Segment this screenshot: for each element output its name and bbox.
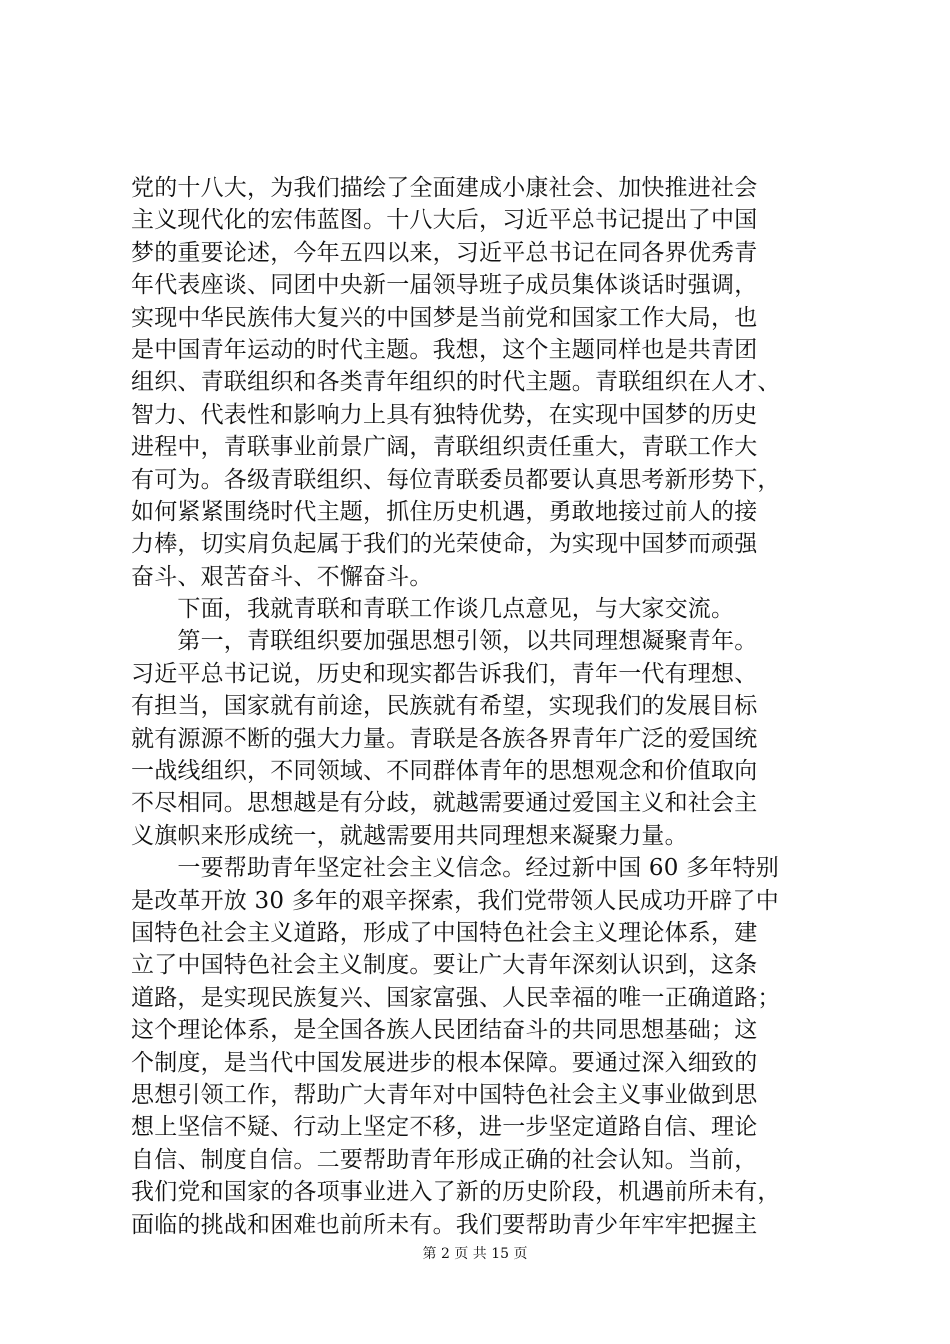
text-line: 是改革开放 30 多年的艰辛探索，我们党带领人民成功开辟了中 — [131, 887, 779, 914]
text-line: 党的十八大，为我们描绘了全面建成小康社会、加快推进社会 — [131, 175, 758, 201]
text-line: 下面，我就青联和青联工作谈几点意见，与大家交流。 — [131, 596, 735, 623]
text-line: 面临的挑战和困难也前所未有。我们要帮助青少年牢牢把握主 — [131, 1211, 758, 1238]
text-line: 道路，是实现民族复兴、国家富强、人民幸福的唯一正确道路； — [131, 984, 781, 1011]
text-line: 一战线组织，不同领域、不同群体青年的思想观念和价值取向 — [131, 758, 758, 785]
page-footer: 第 2 页 共 15 页 — [422, 1246, 528, 1262]
text-line: 梦的重要论述，今年五四以来，习近平总书记在同各界优秀青 — [131, 239, 758, 266]
text-line: 习近平总书记说，历史和现实都告诉我们，青年一代有理想、 — [131, 660, 758, 687]
text-line: 个制度，是当代中国发展进步的根本保障。要通过深入细致的 — [131, 1049, 758, 1076]
text-line: 想上坚信不疑、行动上坚定不移，进一步坚定道路自信、理论 — [131, 1114, 758, 1141]
text-line: 义旗帜来形成统一，就越需要用共同理想来凝聚力量。 — [131, 822, 688, 849]
document-body — [131, 172, 831, 1241]
text-line: 有担当，国家就有前途，民族就有希望，实现我们的发展目标 — [131, 693, 758, 720]
text-line: 不尽相同。思想越是有分歧，就越需要通过爱国主义和社会主 — [131, 790, 758, 817]
text-line: 进程中，青联事业前景广阔，青联组织责任重大，青联工作大 — [131, 434, 758, 461]
text-line: 奋斗、艰苦奋斗、不懈奋斗。 — [131, 563, 433, 590]
text-line: 一要帮助青年坚定社会主义信念。经过新中国 60 多年特别 — [131, 855, 779, 882]
text-line: 立了中国特色社会主义制度。要让广大青年深刻认识到，这条 — [131, 952, 758, 979]
text-line: 有可为。各级青联组织、每位青联委员都要认真思考新形势下， — [131, 466, 781, 493]
text-line: 思想引领工作，帮助广大青年对中国特色社会主义事业做到思 — [131, 1081, 758, 1108]
text-line: 智力、代表性和影响力上具有独特优势，在实现中国梦的历史 — [131, 401, 758, 428]
text-line: 自信、制度自信。二要帮助青年形成正确的社会认知。当前， — [131, 1146, 758, 1173]
text-line: 是中国青年运动的时代主题。我想，这个主题同样也是共青团 — [131, 336, 758, 363]
text-line: 主义现代化的宏伟蓝图。十八大后，习近平总书记提出了中国 — [131, 207, 758, 234]
text-line: 第一，青联组织要加强思想引领，以共同理想凝聚青年。 — [131, 628, 758, 655]
text-line: 就有源源不断的强大力量。青联是各族各界青年广泛的爱国统 — [131, 725, 758, 752]
text-line: 实现中华民族伟大复兴的中国梦是当前党和国家工作大局，也 — [131, 304, 758, 331]
text-line: 如何紧紧围绕时代主题，抓住历史机遇，勇敢地接过前人的接 — [131, 498, 758, 525]
text-line: 力棒，切实肩负起属于我们的光荣使命，为实现中国梦而顽强 — [131, 531, 758, 558]
text-line: 国特色社会主义道路，形成了中国特色社会主义理论体系，建 — [131, 919, 758, 946]
text-line: 组织、青联组织和各类青年组织的时代主题。青联组织在人才、 — [131, 369, 781, 396]
text-line: 我们党和国家的各项事业进入了新的历史阶段，机遇前所未有， — [131, 1179, 781, 1206]
text-line: 年代表座谈、同团中央新一届领导班子成员集体谈话时强调， — [131, 272, 758, 299]
text-line: 这个理论体系，是全国各族人民团结奋斗的共同思想基础；这 — [131, 1017, 758, 1044]
